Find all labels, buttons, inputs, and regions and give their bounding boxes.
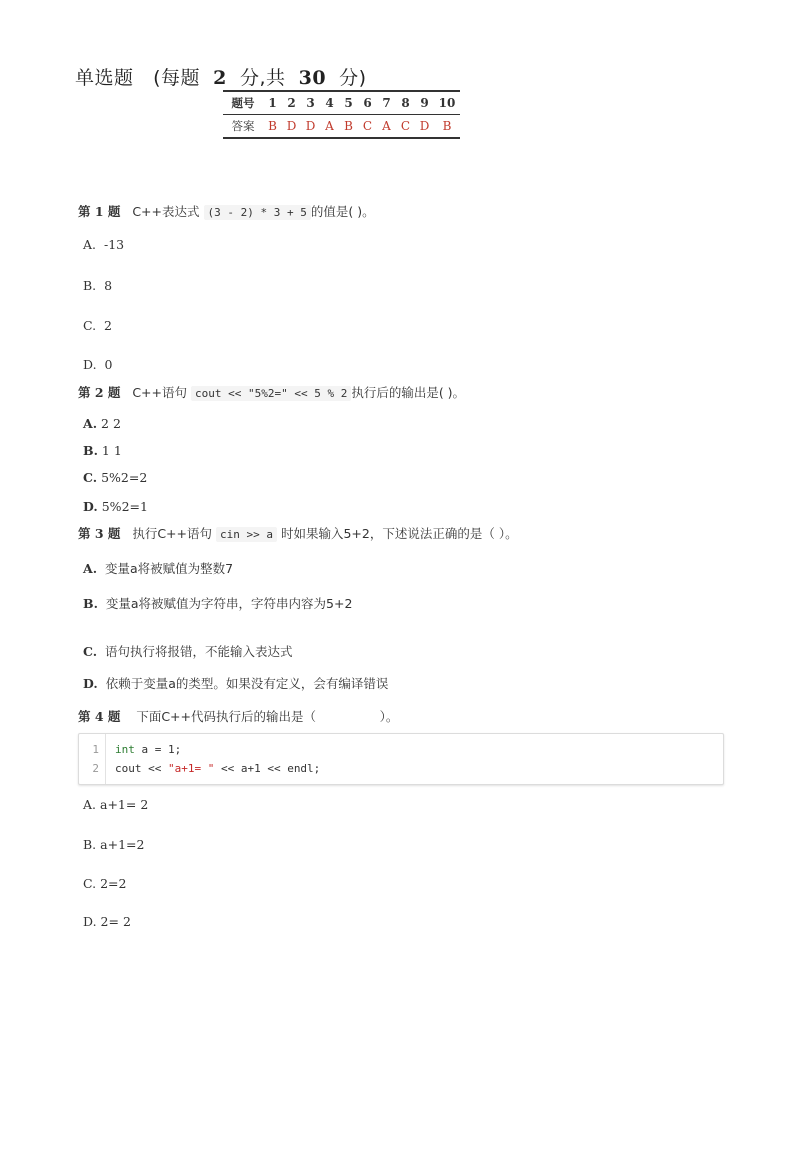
question-3-option-a[interactable]: A. 变量a将被赋值为整数7 (83, 561, 234, 576)
table-cell: 4 (325, 96, 334, 110)
inline-code: cout << "5%2=" << 5 % 2 (191, 386, 351, 401)
line-number: 2 (92, 762, 99, 775)
inline-code: cin >> a (216, 527, 277, 542)
table-cell: 5 (344, 96, 353, 110)
question-1-option-b[interactable]: B. 8 (83, 278, 113, 293)
question-1-option-c[interactable]: C. 2 (83, 318, 112, 333)
code-keyword: int (115, 743, 135, 756)
table-cell: 6 (363, 96, 372, 110)
question-4-option-d[interactable]: D. 2= 2 (83, 914, 131, 929)
row-label: 答案 (231, 119, 255, 133)
table-cell: C (400, 119, 411, 133)
question-1-option-d[interactable]: D. 0 (83, 357, 113, 372)
table-cell: 7 (382, 96, 391, 110)
question-4-option-b[interactable]: B. a+1=2 (83, 837, 145, 852)
table-cell: D (305, 119, 316, 133)
question-1-stem: 第 1 题 C++表达式 (3 - 2) * 3 + 5 的值是( )。 (78, 204, 375, 219)
answer-row (223, 115, 460, 139)
question-3-option-b[interactable]: B. 变量a将被赋值为字符串，字符串内容为5+2 (83, 596, 353, 611)
line-number: 1 (92, 743, 99, 756)
code-lines (115, 740, 320, 778)
table-cell: A (382, 119, 391, 133)
question-1-option-a[interactable]: A. -13 (83, 237, 125, 252)
answer-key-table (223, 90, 460, 139)
code-string: "a+1= " (167, 762, 215, 775)
table-cell: D (419, 119, 430, 133)
question-3-option-c[interactable]: C. 语句执行将报错，不能输入表达式 (83, 644, 293, 659)
question-3-option-d[interactable]: D. 依赖于变量a的类型。如果没有定义，会有编译错误 (83, 676, 389, 691)
question-2-option-d[interactable]: D. 5%2=1 (83, 499, 148, 514)
question-4-option-c[interactable]: C. 2=2 (83, 876, 127, 891)
total-score: 30 (298, 67, 327, 89)
section-title: 单选题 (每题 2 分,共 30 分) (75, 67, 367, 89)
table-cell: C (362, 119, 373, 133)
question-2-option-b[interactable]: B. 1 1 (83, 443, 122, 458)
question-4-option-a[interactable]: A. a+1= 2 (83, 797, 149, 812)
question-2-option-c[interactable]: C. 5%2=2 (83, 470, 148, 485)
code-block (78, 733, 724, 785)
code-line: cout << "a+1= " << a+1 << endl; (115, 762, 321, 775)
table-cell: 8 (401, 96, 410, 110)
table-cell: 10 (438, 96, 456, 110)
table-cell: 1 (268, 96, 277, 110)
table-cell: B (442, 119, 452, 133)
code-line: int a = 1; (115, 743, 182, 756)
question-4-stem: 第 4 题 下面C++代码执行后的输出是（ ）。 (78, 709, 399, 724)
question-2-stem: 第 2 题 C++语句 cout << "5%2=" << 5 % 2 执行后的输出是( )。 (78, 385, 466, 400)
question-number-row (223, 91, 460, 115)
inline-code: (3 - 2) * 3 + 5 (204, 205, 311, 220)
table-cell: 9 (420, 96, 429, 110)
table-cell: D (286, 119, 297, 133)
question-3-stem: 第 3 题 执行C++语句 cin >> a 时如果输入5+2，下述说法正确的是（ ）。 (78, 526, 518, 541)
per-question-score: 2 (213, 67, 227, 89)
row-label: 题号 (231, 96, 255, 110)
table-cell: 2 (287, 96, 296, 110)
question-2-option-a[interactable]: A. 2 2 (83, 416, 121, 431)
table-cell: 3 (306, 96, 315, 110)
table-cell: B (344, 119, 353, 133)
table-cell: B (268, 119, 277, 133)
line-number-gutter (79, 734, 106, 784)
table-cell: A (325, 119, 334, 133)
